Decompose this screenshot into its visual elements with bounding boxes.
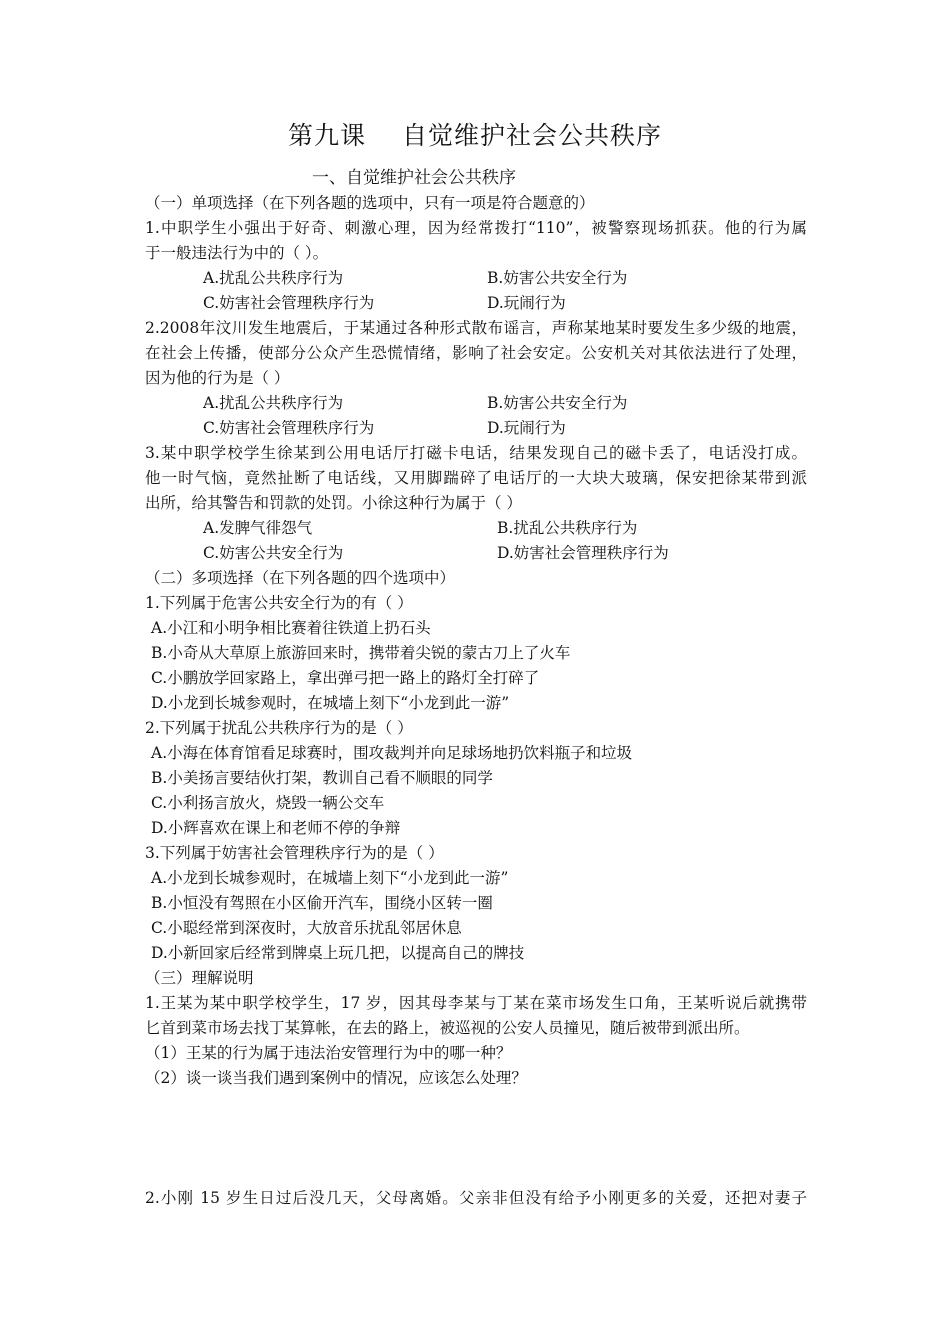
sec3-q1-line2: 匕首到菜市场去找丁某算帐，在去的路上，被巡视的公安人员撞见，随后被带到派出所。 — [145, 1019, 750, 1037]
sec1-q3-option-d: D.妨害社会管理秩序行为 — [497, 544, 669, 562]
sec1-q1-option-d: D.玩闹行为 — [487, 294, 566, 312]
sec1-q1-line1: 1.中职学生小强出于好奇、刺激心理，因为经常拨打“110”，被警察现场抓获。他的行为属 — [145, 219, 807, 237]
sec1-heading: （一）单项选择（在下列各题的选项中，只有一项是符合题意的） — [145, 194, 595, 212]
sec1-q2-line2: 在社会上传播，使部分公众产生恐慌情绪，影响了社会安定。公安机关对其依法进行了处理， — [145, 344, 807, 362]
sec2-q1-option-b: B.小奇从大草原上旅游回来时，携带着尖锐的蒙古刀上了火车 — [151, 644, 571, 662]
sec2-q2-option-c: C.小利扬言放火，烧毁一辆公交车 — [151, 794, 385, 812]
sec1-q3-line1: 3.某中职学校学生徐某到公用电话厅打磁卡电话，结果发现自己的磁卡丢了，电话没打成。 — [145, 444, 807, 462]
sec1-q3-line2: 他一时气恼，竟然扯断了电话线，又用脚踹碎了电话厅的一大块大玻璃，保安把徐某带到派 — [145, 469, 807, 487]
sec1-q3-option-b: B.扰乱公共秩序行为 — [497, 519, 638, 537]
section-subtitle: 一、自觉维护社会公共秩序 — [312, 168, 516, 188]
sec1-q2-line1: 2.2008年汶川发生地震后，于某通过各种形式散布谣言，声称某地某时要发生多少级的地震， — [145, 319, 807, 337]
sec2-q1-option-c: C.小鹏放学回家路上，拿出弹弓把一路上的路灯全打碎了 — [151, 669, 540, 687]
page-title — [0, 116, 950, 152]
sec2-q3-option-b: B.小恒没有驾照在小区偷开汽车，围绕小区转一圈 — [151, 894, 493, 912]
sec1-q3-option-a: A.发脾气徘怨气 — [203, 519, 313, 537]
sec2-q1-option-d: D.小龙到长城参观时，在城墙上刻下“小龙到此一游” — [151, 694, 510, 712]
sec1-q1-option-b: B.妨害公共安全行为 — [487, 269, 628, 287]
sec3-q1-line1: 1.王某为某中职学校学生，17 岁，因其母李某与丁某在菜市场发生口角，王某听说后就携带 — [145, 994, 807, 1012]
sec1-q3-line3: 出所，给其警告和罚款的处罚。小徐这种行为属于（ ） — [145, 494, 522, 512]
sec1-q1-line2: 于一般违法行为中的（ ）。 — [145, 244, 329, 262]
sec2-q2-stem: 2.下列属于扰乱公共秩序行为的是（ ） — [145, 719, 413, 737]
sec2-heading: （二）多项选择（在下列各题的四个选项中） — [145, 569, 456, 587]
sec2-q3-option-d: D.小新回家后经常到牌桌上玩几把，以提高自己的牌技 — [151, 944, 525, 962]
sec2-q3-stem: 3.下列属于妨害社会管理秩序行为的是（ ） — [145, 844, 444, 862]
sec2-q2-option-b: B.小美扬言要结伙打架，教训自己看不顺眼的同学 — [151, 769, 493, 787]
sec2-q2-option-d: D.小辉喜欢在课上和老师不停的争辩 — [151, 819, 401, 837]
sec3-q1-sub1: （1）王某的行为属于违法治安管理行为中的哪一种？ — [145, 1044, 512, 1062]
sec2-q1-stem: 1.下列属于危害公共安全行为的有（ ） — [145, 594, 413, 612]
title-part2: 自觉维护社会公共秩序 — [402, 121, 663, 150]
title-part1: 第九课 — [287, 121, 366, 150]
sec2-q2-option-a: A.小海在体育馆看足球赛时，围攻裁判并向足球场地扔饮料瓶子和垃圾 — [151, 744, 633, 762]
sec3-q1-sub2: （2）谈一谈当我们遇到案例中的情况，应该怎么处理？ — [145, 1069, 527, 1087]
sec3-q2-line1: 2.小刚 15 岁生日过后没几天，父母离婚。父亲非但没有给予小刚更多的关爱，还把对妻子 — [145, 1189, 807, 1207]
sec2-q3-option-a: A.小龙到长城参观时，在城墙上刻下“小龙到此一游” — [151, 869, 509, 887]
sec2-q1-option-a: A.小江和小明争相比赛着往铁道上扔石头 — [151, 619, 431, 637]
sec1-q1-option-c: C.妨害社会管理秩序行为 — [203, 294, 375, 312]
sec1-q2-option-a: A.扰乱公共秩序行为 — [203, 394, 344, 412]
sec1-q2-line3: 因为他的行为是（ ） — [145, 369, 290, 387]
sec3-heading: （三）理解说明 — [145, 969, 254, 987]
sec1-q2-option-c: C.妨害社会管理秩序行为 — [203, 419, 375, 437]
sec1-q2-option-b: B.妨害公共安全行为 — [487, 394, 628, 412]
sec2-q3-option-c: C.小聪经常到深夜时，大放音乐扰乱邻居休息 — [151, 919, 462, 937]
sec1-q1-option-a: A.扰乱公共秩序行为 — [203, 269, 344, 287]
sec1-q2-option-d: D.玩闹行为 — [487, 419, 566, 437]
sec1-q3-option-c: C.妨害公共安全行为 — [203, 544, 344, 562]
